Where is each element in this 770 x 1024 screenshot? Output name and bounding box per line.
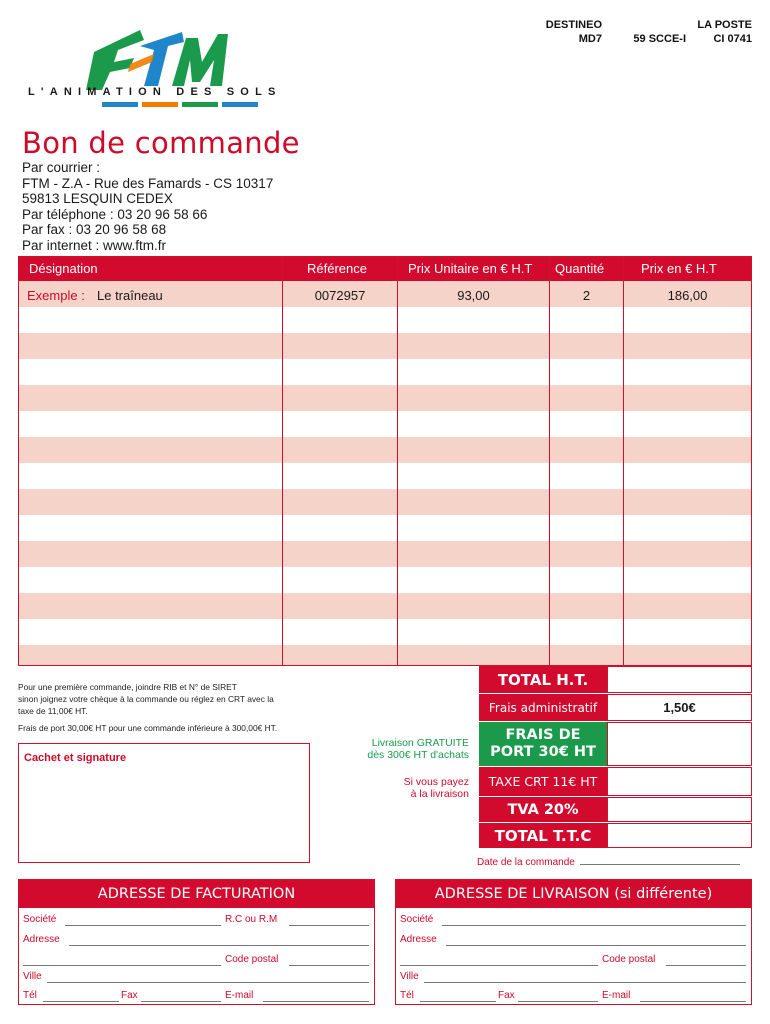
example-total: 186,00	[667, 288, 708, 303]
delivery-adresse-input[interactable]	[446, 945, 746, 946]
tva-value[interactable]	[607, 797, 752, 822]
delivery-cp-input[interactable]	[666, 965, 746, 966]
header-quantity: Quantité	[555, 261, 605, 276]
contact-line: Par téléphone : 03 20 96 58 66	[22, 206, 208, 222]
billing-tel-input[interactable]	[43, 1001, 119, 1002]
billing-rc-label: R.C ou R.M	[225, 914, 278, 925]
payez-note	[340, 776, 469, 800]
example-reference: 0072957	[314, 288, 366, 303]
example-designation: Le traîneau	[97, 288, 163, 303]
delivery-cp-label: Code postal	[602, 954, 656, 965]
header-unit-price: Prix Unitaire en € H.T	[408, 261, 533, 276]
frais-port-label	[479, 722, 607, 766]
example-unit-price: 93,00	[457, 288, 490, 303]
delivery-title: ADRESSE DE LIVRAISON (si différente)	[396, 880, 751, 908]
example-prefix: Exemple :	[27, 288, 85, 303]
date-field[interactable]	[477, 857, 740, 868]
frais-admin-value: 1,50€	[607, 694, 752, 721]
billing-societe-input[interactable]	[65, 925, 221, 926]
contact-line: Par internet : www.ftm.fr	[22, 237, 167, 253]
postal-laposte	[690, 18, 752, 46]
total-ttc-label: TOTAL T.T.C	[479, 823, 607, 848]
contact-line: Par fax : 03 20 96 58 68	[22, 222, 167, 238]
billing-fax-label: Fax	[121, 990, 138, 1001]
delivery-adresse-label: Adresse	[400, 934, 437, 945]
logo-color-bars	[102, 102, 262, 107]
billing-title: ADRESSE DE FACTURATION	[19, 880, 374, 908]
note-line: sinon joignez votre chèque à la commande ou réglez en CRT avec la	[18, 694, 274, 704]
logo-tagline: L'ANIMATION DES SOLS	[28, 86, 282, 98]
delivery-ville-input[interactable]	[424, 982, 746, 983]
order-table	[18, 256, 752, 666]
billing-societe-label: Société	[23, 914, 57, 925]
note-line: Pour une première commande, joindre RIB et N° de SIRET	[18, 682, 237, 692]
billing-adresse-input[interactable]	[69, 945, 369, 946]
delivery-email-input[interactable]	[640, 1001, 746, 1002]
postal-line: MD7	[578, 33, 602, 45]
billing-adresse-label: Adresse	[23, 934, 60, 945]
total-ht-value[interactable]	[607, 666, 752, 693]
delivery-tel-label: Tél	[400, 990, 414, 1001]
postal-line: CI 0741	[713, 33, 752, 45]
livraison-line: Livraison GRATUITE	[371, 737, 469, 749]
billing-email-label: E-mail	[225, 990, 254, 1001]
payez-line: Si vous payez	[403, 776, 469, 788]
delivery-tel-input[interactable]	[420, 1001, 496, 1002]
example-quantity: 2	[582, 288, 591, 303]
note-line: taxe de 11,00€ HT.	[18, 706, 88, 716]
billing-rc-input[interactable]	[289, 925, 369, 926]
frais-port-line: PORT 30€ HT	[490, 744, 596, 760]
tva-label: TVA 20%	[479, 797, 607, 822]
livraison-note	[320, 737, 469, 761]
frais-port-value[interactable]	[607, 722, 752, 766]
frais-admin-label: Frais administratif	[479, 694, 607, 721]
postal-destineo	[520, 18, 602, 46]
taxe-crt-label: TAXE CRT 11€ HT	[479, 767, 607, 796]
order-table-header	[19, 257, 751, 281]
postal-line: 59 SCCE-I	[633, 33, 686, 45]
postal-line: DESTINEO	[545, 19, 602, 31]
frais-port-line: FRAIS DE	[505, 727, 581, 743]
billing-email-input[interactable]	[263, 1001, 369, 1002]
payez-line: à la livraison	[410, 788, 469, 800]
delivery-adresse2-input[interactable]	[400, 965, 598, 966]
contact-block	[22, 160, 273, 254]
cachet-label: Cachet et signature	[24, 752, 127, 764]
livraison-line: dès 300€ HT d'achats	[367, 749, 469, 761]
postal-line: LA POSTE	[697, 19, 752, 31]
delivery-societe-input[interactable]	[442, 925, 746, 926]
header-reference: Référence	[307, 261, 367, 276]
billing-ville-label: Ville	[23, 971, 42, 982]
billing-cp-label: Code postal	[225, 954, 279, 965]
date-label: Date de la commande	[477, 857, 575, 868]
billing-fax-input[interactable]	[141, 1001, 221, 1002]
delivery-address-box	[395, 879, 752, 1005]
ftm-logo	[22, 24, 302, 114]
contact-line: 59813 LESQUIN CEDEX	[22, 191, 173, 207]
billing-tel-label: Tél	[23, 990, 37, 1001]
billing-ville-input[interactable]	[47, 982, 369, 983]
delivery-ville-label: Ville	[400, 971, 419, 982]
cachet-box[interactable]	[18, 743, 310, 863]
billing-address-box	[18, 879, 375, 1005]
delivery-societe-label: Société	[400, 914, 434, 925]
delivery-email-label: E-mail	[602, 990, 631, 1001]
postal-code	[610, 18, 686, 46]
ftm-logo-mark	[22, 24, 302, 94]
billing-adresse2-input[interactable]	[23, 965, 221, 966]
contact-line: Par courrier :	[22, 160, 101, 175]
total-ttc-value[interactable]	[607, 823, 752, 848]
note-line: Frais de port 30,00€ HT pour une commande inférieure à 300,00€ HT.	[18, 723, 278, 733]
billing-cp-input[interactable]	[289, 965, 369, 966]
delivery-fax-label: Fax	[498, 990, 515, 1001]
delivery-fax-input[interactable]	[518, 1001, 598, 1002]
total-ht-label: TOTAL H.T.	[479, 666, 607, 693]
page-title: Bon de commande	[22, 126, 300, 160]
contact-line: FTM - Z.A - Rue des Famards - CS 10317	[22, 175, 274, 191]
taxe-crt-value[interactable]	[607, 767, 752, 796]
header-total-price: Prix en € H.T	[641, 261, 717, 276]
header-designation: Désignation	[29, 261, 98, 276]
